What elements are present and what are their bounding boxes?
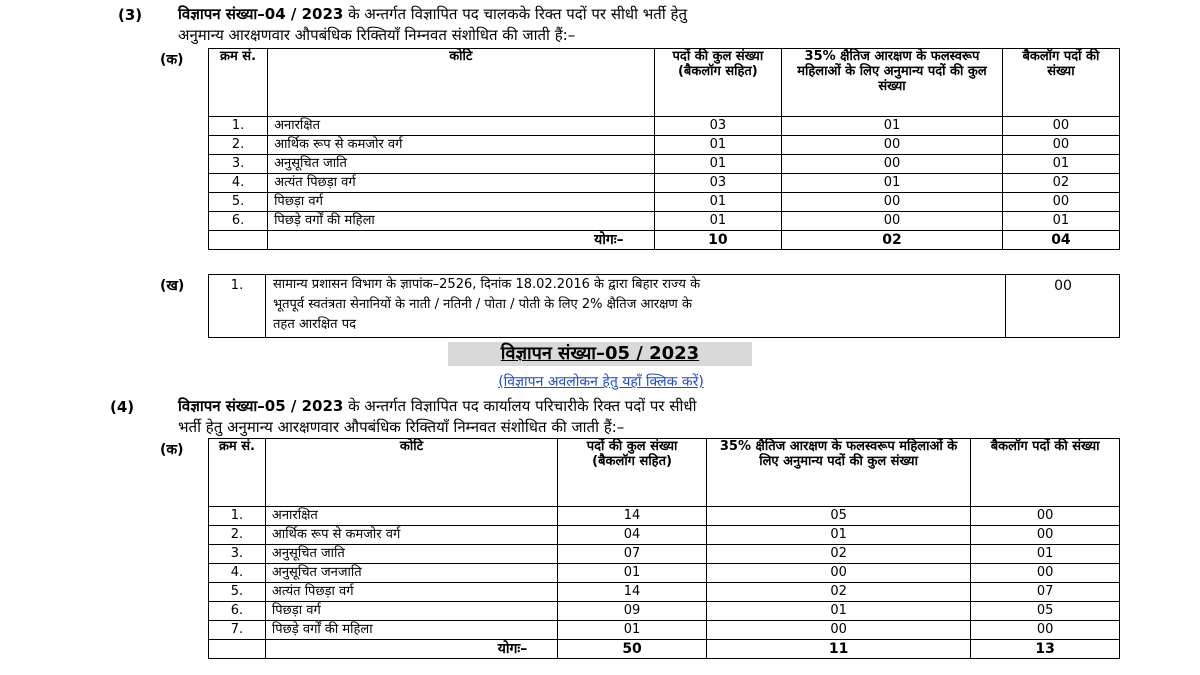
row-category: पिछड़ा वर्ग [268,193,655,212]
row-total: 01 [654,136,781,155]
total-empty-cell [209,640,266,659]
table-row [209,545,1120,564]
row-category: आर्थिक रूप से कमजोर वर्ग [265,526,557,545]
row-backlog: 01 [1002,155,1119,174]
row-category: अत्यंत पिछड़ा वर्ग [265,583,557,602]
table-row [209,212,1120,231]
intro-text: के अन्तर्गत विज्ञापित पद चालकके रिक्त पदों पर सीधी भर्ती हेतु [343,5,687,23]
row-backlog: 07 [971,583,1120,602]
row-women: 00 [782,212,1003,231]
row-serial: 5. [209,193,268,212]
section-3-intro-line1 [178,4,1118,24]
row-category: अनुसूचित जाति [265,545,557,564]
freedom-fighter-reservation-box [208,274,1120,338]
header-women-posts: 35% क्षैतिज आरक्षण के फलस्वरूप महिलाओं के लिए अनुमान्य पदों की कुल संख्या [706,439,970,507]
row-women: 01 [782,117,1003,136]
vacancy-table-section-4 [208,438,1120,659]
table-label-kha: (ख) [160,278,185,294]
row-backlog: 00 [1002,193,1119,212]
row-backlog: 00 [1002,117,1119,136]
table-row [209,583,1120,602]
total-label: योगः– [268,231,655,250]
row-women: 00 [782,155,1003,174]
row-women: 02 [706,545,970,564]
total-label: योगः– [265,640,557,659]
row-serial: 4. [209,174,268,193]
kha-line-2: भूतपूर्व स्वतंत्रता सेनानियों के नाती / नतिनी / पोता / पोती के लिए 2% क्षैतिज आरक्षण के [273,297,692,312]
total-backlog-value: 13 [971,640,1120,659]
row-serial: 6. [209,602,266,621]
row-serial: 4. [209,564,266,583]
row-backlog: 00 [971,507,1120,526]
header-category: कोटि [268,49,655,117]
row-women: 02 [706,583,970,602]
table-row [209,621,1120,640]
row-total: 01 [558,564,707,583]
header-total-posts: पदों की कुल संख्या (बैकलॉग सहित) [654,49,781,117]
header-serial: क्रम सं. [209,439,266,507]
row-category: पिछड़े वर्गों की महिला [265,621,557,640]
row-category: अत्यंत पिछड़ा वर्ग [268,174,655,193]
table-row [209,193,1120,212]
row-serial: 5. [209,583,266,602]
table-row [209,136,1120,155]
row-backlog: 01 [1002,212,1119,231]
row-serial: 7. [209,621,266,640]
total-posts-value: 50 [558,640,707,659]
row-women: 00 [706,621,970,640]
row-total: 14 [558,583,707,602]
kha-line-1: सामान्य प्रशासन विभाग के ज्ञापांक–2526, दिनांक 18.02.2016 के द्वारा बिहार राज्य के [273,277,701,292]
row-backlog: 02 [1002,174,1119,193]
row-backlog: 05 [971,602,1120,621]
row-category: पिछड़े वर्गों की महिला [268,212,655,231]
advertisement-number: विज्ञापन संख्या–04 / 2023 [178,5,344,23]
total-women-value: 11 [706,640,970,659]
row-total: 01 [654,155,781,174]
row-serial: 3. [209,545,266,564]
table-row [209,155,1120,174]
total-empty-cell [209,231,268,250]
total-row [209,231,1120,250]
section-4-number: (4) [110,398,135,416]
kha-serial: 1. [209,275,266,337]
row-category: अनुसूचित जाति [268,155,655,174]
section-3-intro-line2: अनुमान्य आरक्षणवार औपबंधिक रिक्तियाँ निम्नवत संशोधित की जाती हैं:– [178,26,576,44]
kha-line-3: तहत आरक्षित पद [273,317,356,332]
table-row [209,564,1120,583]
row-backlog: 01 [971,545,1120,564]
row-serial: 3. [209,155,268,174]
table-row [209,526,1120,545]
header-backlog: बैकलॉग पदों की संख्या [1002,49,1119,117]
header-total-posts: पदों की कुल संख्या (बैकलॉग सहित) [558,439,707,507]
section-4-intro-line1 [178,396,1118,416]
table-label-ka: (क) [160,52,184,68]
row-total: 09 [558,602,707,621]
row-serial: 6. [209,212,268,231]
advertisement-05-heading: विज्ञापन संख्या–05 / 2023 [448,342,752,366]
section-4-intro-line2: भर्ती हेतु अनुमान्य आरक्षणवार औपबंधिक रिक्तियाँ निम्नवत संशोधित की जाती हैं:– [178,418,625,436]
intro-text: के अन्तर्गत विज्ञापित पद कार्यालय परिचारीके रिक्त पदों पर सीधी [343,397,697,415]
row-total: 03 [654,174,781,193]
table-row [209,117,1120,136]
row-backlog: 00 [971,526,1120,545]
row-serial: 2. [209,526,266,545]
row-women: 00 [706,564,970,583]
table-row [209,174,1120,193]
row-serial: 1. [209,117,268,136]
row-women: 05 [706,507,970,526]
row-total: 03 [654,117,781,136]
row-total: 01 [654,212,781,231]
kha-value: 00 [1005,275,1120,337]
vacancy-table-section-3 [208,48,1120,250]
row-total: 04 [558,526,707,545]
row-women: 00 [782,193,1003,212]
total-backlog-value: 04 [1002,231,1119,250]
advertisement-number: विज्ञापन संख्या–05 / 2023 [178,397,344,415]
row-total: 14 [558,507,707,526]
row-category: आर्थिक रूप से कमजोर वर्ग [268,136,655,155]
kha-description [273,275,995,335]
row-women: 01 [706,602,970,621]
row-category: अनुसूचित जनजाति [265,564,557,583]
row-serial: 2. [209,136,268,155]
header-category: कोटि [265,439,557,507]
table-label-ka: (क) [160,442,184,458]
row-backlog: 00 [971,564,1120,583]
row-backlog: 00 [971,621,1120,640]
row-women: 01 [706,526,970,545]
row-serial: 1. [209,507,266,526]
row-total: 01 [654,193,781,212]
row-category: अनारक्षित [265,507,557,526]
view-advertisement-link[interactable]: (विज्ञापन अवलोकन हेतु यहाँ क्लिक करें) [498,374,704,390]
header-backlog: बैकलॉग पदों की संख्या [971,439,1120,507]
table-row [209,602,1120,621]
header-serial: क्रम सं. [209,49,268,117]
total-posts-value: 10 [654,231,781,250]
row-total: 01 [558,621,707,640]
row-women: 01 [782,174,1003,193]
section-3-number: (3) [118,6,143,24]
row-category: पिछड़ा वर्ग [265,602,557,621]
row-backlog: 00 [1002,136,1119,155]
header-women-posts: 35% क्षैतिज आरक्षण के फलस्वरूप महिलाओं के लिए अनुमान्य पदों की कुल संख्या [782,49,1003,117]
row-category: अनारक्षित [268,117,655,136]
total-row [209,640,1120,659]
row-total: 07 [558,545,707,564]
total-women-value: 02 [782,231,1003,250]
row-women: 00 [782,136,1003,155]
table-row [209,507,1120,526]
